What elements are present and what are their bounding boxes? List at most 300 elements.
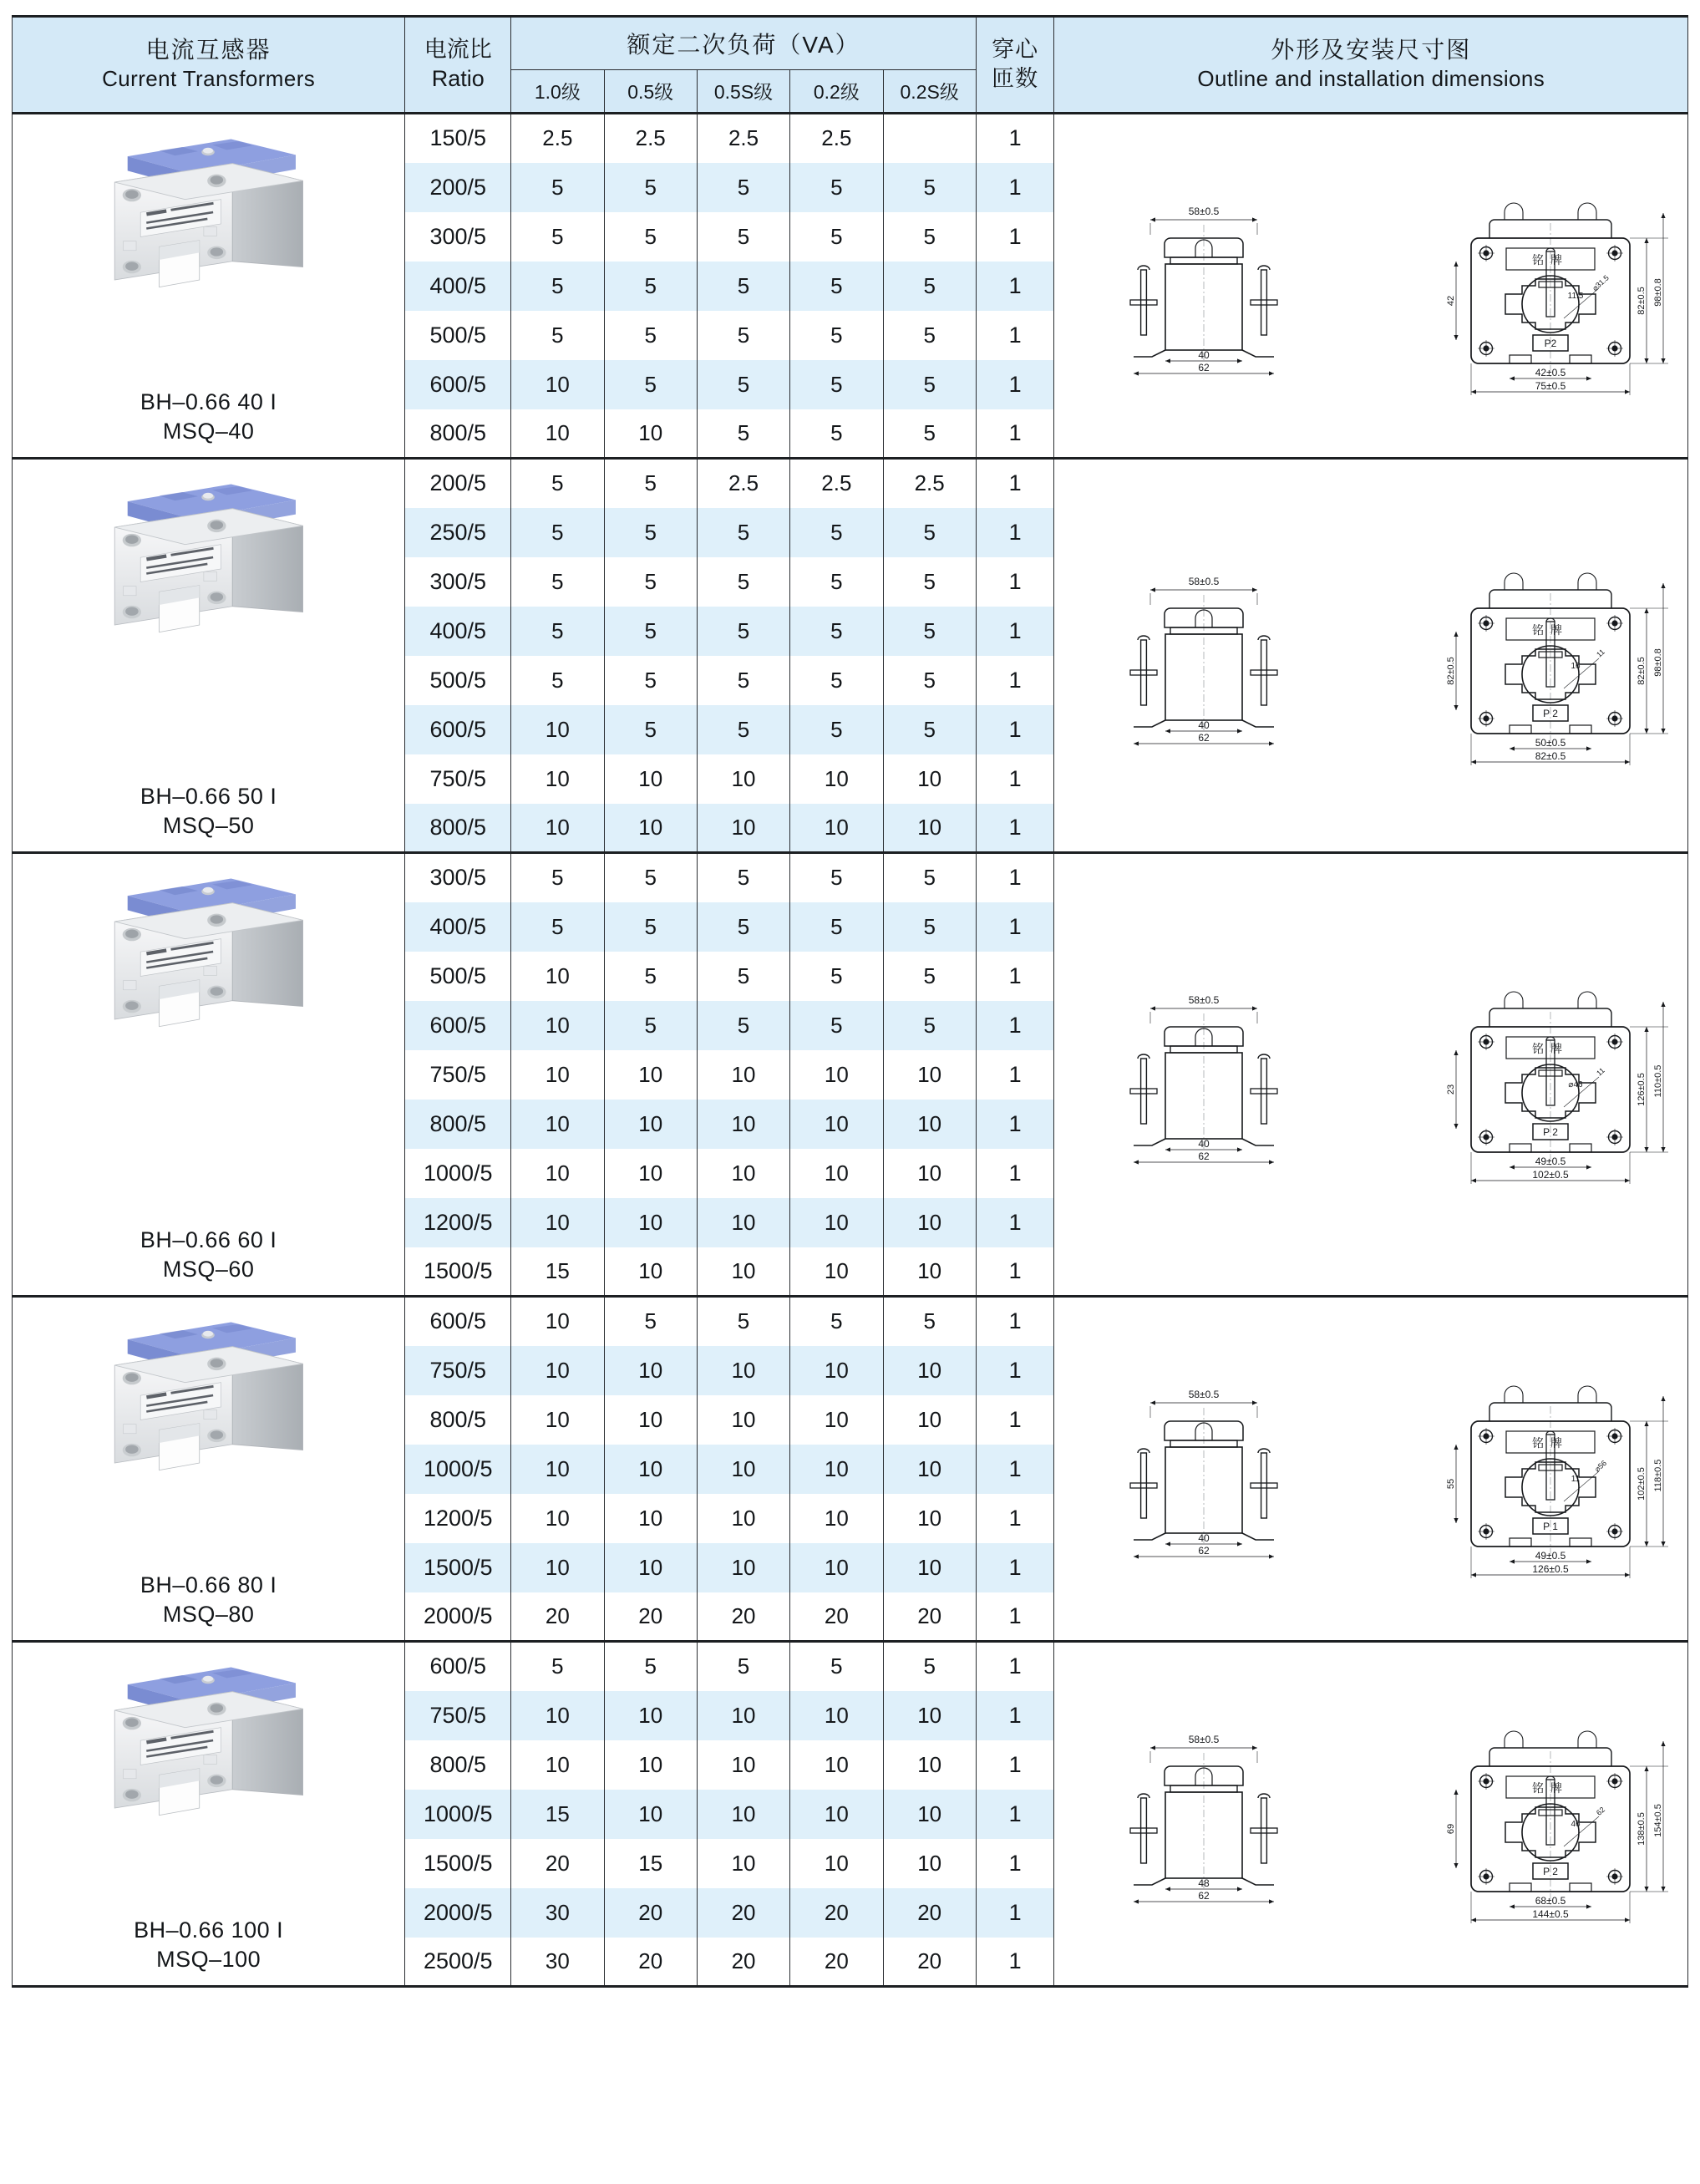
svg-text:110±0.5: 110±0.5	[1653, 1064, 1664, 1098]
header-turns-line2: 匝数	[992, 66, 1039, 91]
burden-cell-class-2: 10	[697, 1839, 789, 1888]
turns-cell: 1	[976, 902, 1054, 952]
svg-text:58±0.5: 58±0.5	[1188, 206, 1220, 217]
burden-cell-class-2: 10	[697, 1346, 789, 1395]
burden-cell-class-2: 10	[697, 1543, 789, 1592]
burden-cell-class-4: 10	[883, 1445, 976, 1494]
burden-cell-class-2: 5	[697, 853, 789, 902]
ratio-cell: 800/5	[405, 409, 511, 459]
burden-cell-class-3: 5	[790, 262, 883, 311]
burden-cell-class-0: 10	[511, 1395, 604, 1445]
burden-cell-class-0: 10	[511, 1001, 604, 1050]
ct-product-photo	[90, 866, 327, 1038]
burden-cell-class-4: 10	[883, 1494, 976, 1543]
burden-cell-class-1: 20	[604, 1888, 697, 1938]
burden-cell-class-1: 10	[604, 1740, 697, 1790]
burden-cell-class-3: 5	[790, 1642, 883, 1691]
header-outline-en: Outline and installation dimensions	[1197, 66, 1545, 92]
burden-cell-class-4: 10	[883, 1149, 976, 1198]
svg-text:23: 23	[1446, 1084, 1457, 1095]
burden-cell-class-2: 10	[697, 754, 789, 804]
ratio-cell: 1500/5	[405, 1839, 511, 1888]
burden-cell-class-4: 10	[883, 1198, 976, 1247]
turns-cell: 1	[976, 262, 1054, 311]
burden-cell-class-4: 10	[883, 1346, 976, 1395]
svg-text:50±0.5: 50±0.5	[1535, 736, 1566, 749]
turns-cell: 1	[976, 1494, 1054, 1543]
burden-cell-class-4: 5	[883, 262, 976, 311]
header-turns	[976, 17, 1054, 114]
burden-cell-class-3: 5	[790, 212, 883, 262]
svg-text:46: 46	[1571, 1820, 1581, 1829]
svg-text:102±0.5: 102±0.5	[1532, 1169, 1569, 1181]
svg-text:P2: P2	[1544, 338, 1557, 349]
burden-cell-class-0: 30	[511, 1888, 604, 1938]
product-model-label: BH–0.66 40 I MSQ–40	[140, 389, 277, 444]
svg-text:138±0.5: 138±0.5	[1637, 1812, 1647, 1846]
burden-cell-class-2: 10	[697, 1691, 789, 1740]
outline-dimension-drawing-4	[1078, 1714, 1664, 1920]
ratio-cell: 600/5	[405, 705, 511, 754]
burden-cell-class-1: 10	[604, 804, 697, 853]
burden-cell-class-2: 10	[697, 1790, 789, 1839]
ratio-cell: 250/5	[405, 508, 511, 557]
burden-cell-class-2: 10	[697, 804, 789, 853]
burden-cell-class-1: 10	[604, 1100, 697, 1149]
burden-cell-class-1: 15	[604, 1839, 697, 1888]
svg-text:P 1: P 1	[1543, 1521, 1559, 1532]
svg-text:55: 55	[1446, 1478, 1457, 1490]
burden-cell-class-4: 10	[883, 1247, 976, 1297]
burden-cell-class-3: 10	[790, 1346, 883, 1395]
burden-cell-class-1: 2.5	[604, 114, 697, 163]
svg-text:40: 40	[1198, 1532, 1210, 1544]
burden-cell-class-1: 5	[604, 1642, 697, 1691]
burden-cell-class-3: 2.5	[790, 114, 883, 163]
ratio-cell: 400/5	[405, 902, 511, 952]
turns-cell: 1	[976, 1149, 1054, 1198]
drawing-cell-4	[1054, 1642, 1688, 1987]
svg-text:126±0.5: 126±0.5	[1637, 1073, 1647, 1106]
burden-cell-class-0: 10	[511, 804, 604, 853]
svg-text:⌀46: ⌀46	[1568, 1080, 1583, 1089]
burden-cell-class-0: 10	[511, 1740, 604, 1790]
table-row	[13, 1642, 1688, 1691]
svg-text:118±0.5: 118±0.5	[1653, 1459, 1664, 1492]
burden-cell-class-0: 15	[511, 1247, 604, 1297]
burden-cell-class-2: 5	[697, 656, 789, 705]
ratio-cell: 300/5	[405, 557, 511, 607]
table-header	[13, 17, 1688, 114]
burden-cell-class-4: 5	[883, 1001, 976, 1050]
turns-cell: 1	[976, 1100, 1054, 1149]
table-row	[13, 459, 1688, 508]
burden-cell-class-3: 10	[790, 1691, 883, 1740]
turns-cell: 1	[976, 804, 1054, 853]
burden-cell-class-1: 5	[604, 212, 697, 262]
burden-cell-class-2: 10	[697, 1198, 789, 1247]
burden-cell-class-0: 5	[511, 459, 604, 508]
ratio-cell: 800/5	[405, 1740, 511, 1790]
table-body	[13, 114, 1688, 1987]
burden-cell-class-2: 10	[697, 1149, 789, 1198]
turns-cell: 1	[976, 114, 1054, 163]
svg-text:P 2: P 2	[1543, 1866, 1559, 1877]
ratio-cell: 600/5	[405, 1001, 511, 1050]
svg-text:69: 69	[1446, 1823, 1457, 1835]
svg-text:40: 40	[1198, 1138, 1210, 1150]
turns-cell: 1	[976, 409, 1054, 459]
turns-cell: 1	[976, 1198, 1054, 1247]
svg-text:铭牌: 铭牌	[1532, 1436, 1570, 1450]
burden-cell-class-1: 10	[604, 1543, 697, 1592]
burden-cell-class-0: 5	[511, 163, 604, 212]
table-row	[13, 1297, 1688, 1346]
product-model-label: BH–0.66 80 I MSQ–80	[140, 1572, 277, 1628]
burden-cell-class-3: 5	[790, 163, 883, 212]
ratio-cell: 750/5	[405, 1691, 511, 1740]
burden-cell-class-4: 5	[883, 656, 976, 705]
ratio-cell: 750/5	[405, 1050, 511, 1100]
header-outline	[1054, 17, 1688, 114]
header-product	[13, 17, 405, 114]
svg-text:58±0.5: 58±0.5	[1188, 575, 1220, 587]
burden-cell-class-4: 20	[883, 1592, 976, 1642]
ratio-cell: 800/5	[405, 804, 511, 853]
burden-cell-class-0: 10	[511, 1100, 604, 1149]
burden-cell-class-4: 10	[883, 1100, 976, 1149]
burden-cell-class-2: 2.5	[697, 459, 789, 508]
burden-cell-class-0: 10	[511, 409, 604, 459]
burden-cell-class-2: 5	[697, 262, 789, 311]
burden-cell-class-4: 10	[883, 754, 976, 804]
burden-cell-class-1: 10	[604, 409, 697, 459]
burden-cell-class-3: 5	[790, 853, 883, 902]
burden-cell-class-3: 10	[790, 754, 883, 804]
burden-cell-class-1: 5	[604, 607, 697, 656]
turns-cell: 1	[976, 508, 1054, 557]
burden-cell-class-1: 5	[604, 459, 697, 508]
svg-text:62: 62	[1595, 1805, 1607, 1817]
turns-cell: 1	[976, 1839, 1054, 1888]
burden-cell-class-2: 10	[697, 1494, 789, 1543]
svg-text:48: 48	[1198, 1877, 1210, 1889]
ratio-cell: 300/5	[405, 212, 511, 262]
burden-cell-class-4: 5	[883, 557, 976, 607]
turns-cell: 1	[976, 1247, 1054, 1297]
turns-cell: 1	[976, 705, 1054, 754]
burden-cell-class-0: 2.5	[511, 114, 604, 163]
burden-cell-class-0: 5	[511, 902, 604, 952]
turns-cell: 1	[976, 163, 1054, 212]
svg-text:126±0.5: 126±0.5	[1532, 1563, 1569, 1575]
turns-cell: 1	[976, 1346, 1054, 1395]
svg-text:58±0.5: 58±0.5	[1188, 994, 1220, 1006]
turns-cell: 1	[976, 1691, 1054, 1740]
burden-cell-class-2: 20	[697, 1888, 789, 1938]
svg-text:82±0.5: 82±0.5	[1446, 656, 1457, 685]
turns-cell: 1	[976, 1395, 1054, 1445]
turns-cell: 1	[976, 1592, 1054, 1642]
ratio-cell: 750/5	[405, 754, 511, 804]
burden-cell-class-3: 5	[790, 656, 883, 705]
outline-dimension-drawing-1	[1078, 556, 1664, 762]
burden-cell-class-0: 5	[511, 557, 604, 607]
burden-cell-class-3: 5	[790, 952, 883, 1001]
burden-cell-class-0: 10	[511, 1445, 604, 1494]
svg-text:42: 42	[1446, 295, 1457, 307]
ratio-cell: 800/5	[405, 1100, 511, 1149]
burden-cell-class-4: 5	[883, 508, 976, 557]
svg-text:⌀31.5: ⌀31.5	[1591, 273, 1611, 293]
turns-cell: 1	[976, 1001, 1054, 1050]
burden-cell-class-2: 5	[697, 557, 789, 607]
burden-cell-class-2: 5	[697, 163, 789, 212]
burden-cell-class-3: 10	[790, 1740, 883, 1790]
svg-text:铭牌: 铭牌	[1532, 622, 1570, 637]
burden-cell-class-1: 10	[604, 1691, 697, 1740]
turns-cell: 1	[976, 360, 1054, 409]
burden-cell-class-3: 5	[790, 705, 883, 754]
ratio-cell: 1200/5	[405, 1494, 511, 1543]
burden-cell-class-3: 5	[790, 557, 883, 607]
burden-cell-class-2: 10	[697, 1100, 789, 1149]
ratio-cell: 200/5	[405, 459, 511, 508]
burden-cell-class-1: 5	[604, 311, 697, 360]
burden-cell-class-0: 10	[511, 705, 604, 754]
svg-text:75±0.5: 75±0.5	[1535, 380, 1566, 392]
burden-cell-class-0: 10	[511, 1149, 604, 1198]
ratio-cell: 2000/5	[405, 1888, 511, 1938]
turns-cell: 1	[976, 607, 1054, 656]
burden-cell-class-2: 5	[697, 705, 789, 754]
burden-cell-class-2: 10	[697, 1740, 789, 1790]
product-model-label: BH–0.66 60 I MSQ–60	[140, 1227, 277, 1282]
svg-text:82±0.5: 82±0.5	[1637, 656, 1647, 685]
header-outline-cn: 外形及安装尺寸图	[1271, 37, 1472, 63]
svg-text:11: 11	[1595, 1065, 1607, 1078]
burden-cell-class-1: 10	[604, 1198, 697, 1247]
svg-text:62: 62	[1198, 1150, 1210, 1162]
burden-cell-class-1: 20	[604, 1592, 697, 1642]
burden-cell-class-2: 10	[697, 1050, 789, 1100]
burden-cell-class-4: 5	[883, 853, 976, 902]
product-model-label: BH–0.66 100 I MSQ–100	[134, 1917, 284, 1973]
svg-text:58±0.5: 58±0.5	[1188, 1389, 1220, 1400]
burden-cell-class-3: 10	[790, 1494, 883, 1543]
burden-cell-class-2: 5	[697, 952, 789, 1001]
turns-cell: 1	[976, 656, 1054, 705]
svg-text:49±0.5: 49±0.5	[1535, 1550, 1566, 1562]
svg-text:102±0.5: 102±0.5	[1637, 1467, 1647, 1501]
svg-text:154±0.5: 154±0.5	[1653, 1804, 1664, 1837]
turns-cell: 1	[976, 459, 1054, 508]
burden-cell-class-4: 10	[883, 1395, 976, 1445]
burden-cell-class-0: 20	[511, 1839, 604, 1888]
burden-cell-class-2: 5	[697, 360, 789, 409]
current-transformer-spec-table	[12, 15, 1688, 1988]
burden-cell-class-2: 20	[697, 1592, 789, 1642]
burden-cell-class-3: 5	[790, 1297, 883, 1346]
svg-text:49±0.5: 49±0.5	[1535, 1155, 1566, 1167]
turns-cell: 1	[976, 853, 1054, 902]
outline-dimension-drawing-3	[1078, 1369, 1664, 1575]
ct-product-photo	[90, 471, 327, 643]
burden-cell-class-2: 5	[697, 311, 789, 360]
burden-cell-class-2: 2.5	[697, 114, 789, 163]
ratio-cell: 1000/5	[405, 1149, 511, 1198]
burden-cell-class-3: 20	[790, 1888, 883, 1938]
ratio-cell: 750/5	[405, 1346, 511, 1395]
burden-cell-class-3: 10	[790, 1445, 883, 1494]
turns-cell: 1	[976, 1642, 1054, 1691]
burden-cell-class-4	[883, 114, 976, 163]
burden-cell-class-0: 10	[511, 360, 604, 409]
svg-text:P 2: P 2	[1543, 1126, 1559, 1138]
turns-cell: 1	[976, 1050, 1054, 1100]
ratio-cell: 1500/5	[405, 1543, 511, 1592]
burden-cell-class-1: 5	[604, 163, 697, 212]
header-turns-line1: 穿心	[992, 36, 1039, 62]
product-cell-2	[13, 853, 405, 1297]
burden-cell-class-3: 10	[790, 1247, 883, 1297]
burden-cell-class-2: 5	[697, 1642, 789, 1691]
burden-cell-class-3: 20	[790, 1592, 883, 1642]
svg-text:62: 62	[1198, 362, 1210, 373]
turns-cell: 1	[976, 1543, 1054, 1592]
burden-cell-class-3: 5	[790, 902, 883, 952]
burden-cell-class-1: 10	[604, 754, 697, 804]
ct-product-photo	[90, 1309, 327, 1481]
svg-text:62: 62	[1198, 1545, 1210, 1557]
svg-text:铭牌: 铭牌	[1532, 1042, 1570, 1055]
header-product-en: Current Transformers	[102, 66, 316, 92]
header-class-0-5: 0.5级	[604, 70, 697, 114]
burden-cell-class-3: 10	[790, 1543, 883, 1592]
svg-text:11: 11	[1595, 647, 1607, 659]
svg-text:40: 40	[1198, 349, 1210, 361]
svg-text:16: 16	[1571, 661, 1581, 671]
burden-cell-class-3: 5	[790, 360, 883, 409]
burden-cell-class-0: 10	[511, 1346, 604, 1395]
burden-cell-class-4: 5	[883, 1642, 976, 1691]
burden-cell-class-0: 5	[511, 853, 604, 902]
turns-cell: 1	[976, 1297, 1054, 1346]
header-product-cn: 电流互感器	[145, 37, 271, 63]
header-ratio-cn: 电流比	[424, 36, 492, 62]
ratio-cell: 600/5	[405, 1297, 511, 1346]
burden-cell-class-1: 5	[604, 952, 697, 1001]
svg-text:68±0.5: 68±0.5	[1535, 1895, 1566, 1907]
burden-cell-class-0: 5	[511, 262, 604, 311]
header-class-0-2s: 0.2S级	[883, 70, 976, 114]
burden-cell-class-4: 10	[883, 1740, 976, 1790]
svg-text:42±0.5: 42±0.5	[1535, 367, 1566, 378]
ratio-cell: 1200/5	[405, 1198, 511, 1247]
burden-cell-class-0: 20	[511, 1592, 604, 1642]
turns-cell: 1	[976, 1445, 1054, 1494]
burden-cell-class-2: 5	[697, 1297, 789, 1346]
burden-cell-class-2: 20	[697, 1938, 789, 1987]
burden-cell-class-1: 10	[604, 1395, 697, 1445]
burden-cell-class-1: 5	[604, 1001, 697, 1050]
svg-text:62: 62	[1198, 731, 1210, 744]
header-class-0-5s: 0.5S级	[697, 70, 789, 114]
burden-cell-class-0: 5	[511, 212, 604, 262]
ratio-cell: 1000/5	[405, 1445, 511, 1494]
turns-cell: 1	[976, 1938, 1054, 1987]
outline-dimension-drawing-0	[1078, 186, 1664, 392]
burden-cell-class-2: 5	[697, 902, 789, 952]
burden-cell-class-1: 5	[604, 705, 697, 754]
ratio-cell: 200/5	[405, 163, 511, 212]
burden-cell-class-4: 10	[883, 804, 976, 853]
burden-cell-class-1: 5	[604, 557, 697, 607]
header-burden-group: 额定二次负荷（VA）	[511, 17, 977, 70]
turns-cell: 1	[976, 1740, 1054, 1790]
burden-cell-class-1: 10	[604, 1494, 697, 1543]
burden-cell-class-4: 5	[883, 902, 976, 952]
svg-text:⌀56: ⌀56	[1593, 1458, 1609, 1474]
svg-text:82±0.5: 82±0.5	[1535, 749, 1566, 762]
burden-cell-class-4: 5	[883, 311, 976, 360]
drawing-cell-2	[1054, 853, 1688, 1297]
burden-cell-class-0: 10	[511, 1297, 604, 1346]
burden-cell-class-4: 10	[883, 1543, 976, 1592]
burden-cell-class-2: 5	[697, 508, 789, 557]
burden-cell-class-1: 10	[604, 1445, 697, 1494]
product-cell-1	[13, 459, 405, 853]
burden-cell-class-3: 2.5	[790, 459, 883, 508]
table-row	[13, 853, 1688, 902]
ct-product-photo	[90, 126, 327, 298]
svg-text:98±0.8: 98±0.8	[1653, 648, 1664, 677]
svg-text:58±0.5: 58±0.5	[1188, 1734, 1220, 1745]
turns-cell: 1	[976, 557, 1054, 607]
burden-cell-class-0: 10	[511, 1050, 604, 1100]
ratio-cell: 500/5	[405, 656, 511, 705]
header-ratio-en: Ratio	[431, 66, 485, 91]
burden-cell-class-1: 5	[604, 853, 697, 902]
burden-cell-class-2: 5	[697, 409, 789, 459]
ratio-cell: 400/5	[405, 607, 511, 656]
header-class-0-2: 0.2级	[790, 70, 883, 114]
burden-cell-class-3: 10	[790, 1395, 883, 1445]
ratio-cell: 2500/5	[405, 1938, 511, 1987]
burden-cell-class-3: 5	[790, 409, 883, 459]
ratio-cell: 500/5	[405, 311, 511, 360]
svg-text:40: 40	[1198, 719, 1210, 731]
turns-cell: 1	[976, 311, 1054, 360]
burden-cell-class-3: 10	[790, 1149, 883, 1198]
burden-cell-class-4: 5	[883, 360, 976, 409]
svg-text:铭牌: 铭牌	[1532, 253, 1570, 267]
burden-cell-class-0: 10	[511, 754, 604, 804]
burden-cell-class-4: 5	[883, 1297, 976, 1346]
ratio-cell: 1000/5	[405, 1790, 511, 1839]
ratio-cell: 800/5	[405, 1395, 511, 1445]
burden-cell-class-4: 10	[883, 1691, 976, 1740]
burden-cell-class-3: 5	[790, 508, 883, 557]
burden-cell-class-4: 10	[883, 1839, 976, 1888]
ratio-cell: 600/5	[405, 360, 511, 409]
outline-dimension-drawing-2	[1078, 975, 1664, 1181]
svg-text:铭牌: 铭牌	[1532, 1781, 1570, 1795]
product-cell-4	[13, 1642, 405, 1987]
turns-cell: 1	[976, 754, 1054, 804]
svg-text:98±0.8: 98±0.8	[1653, 278, 1664, 307]
ratio-cell: 600/5	[405, 1642, 511, 1691]
